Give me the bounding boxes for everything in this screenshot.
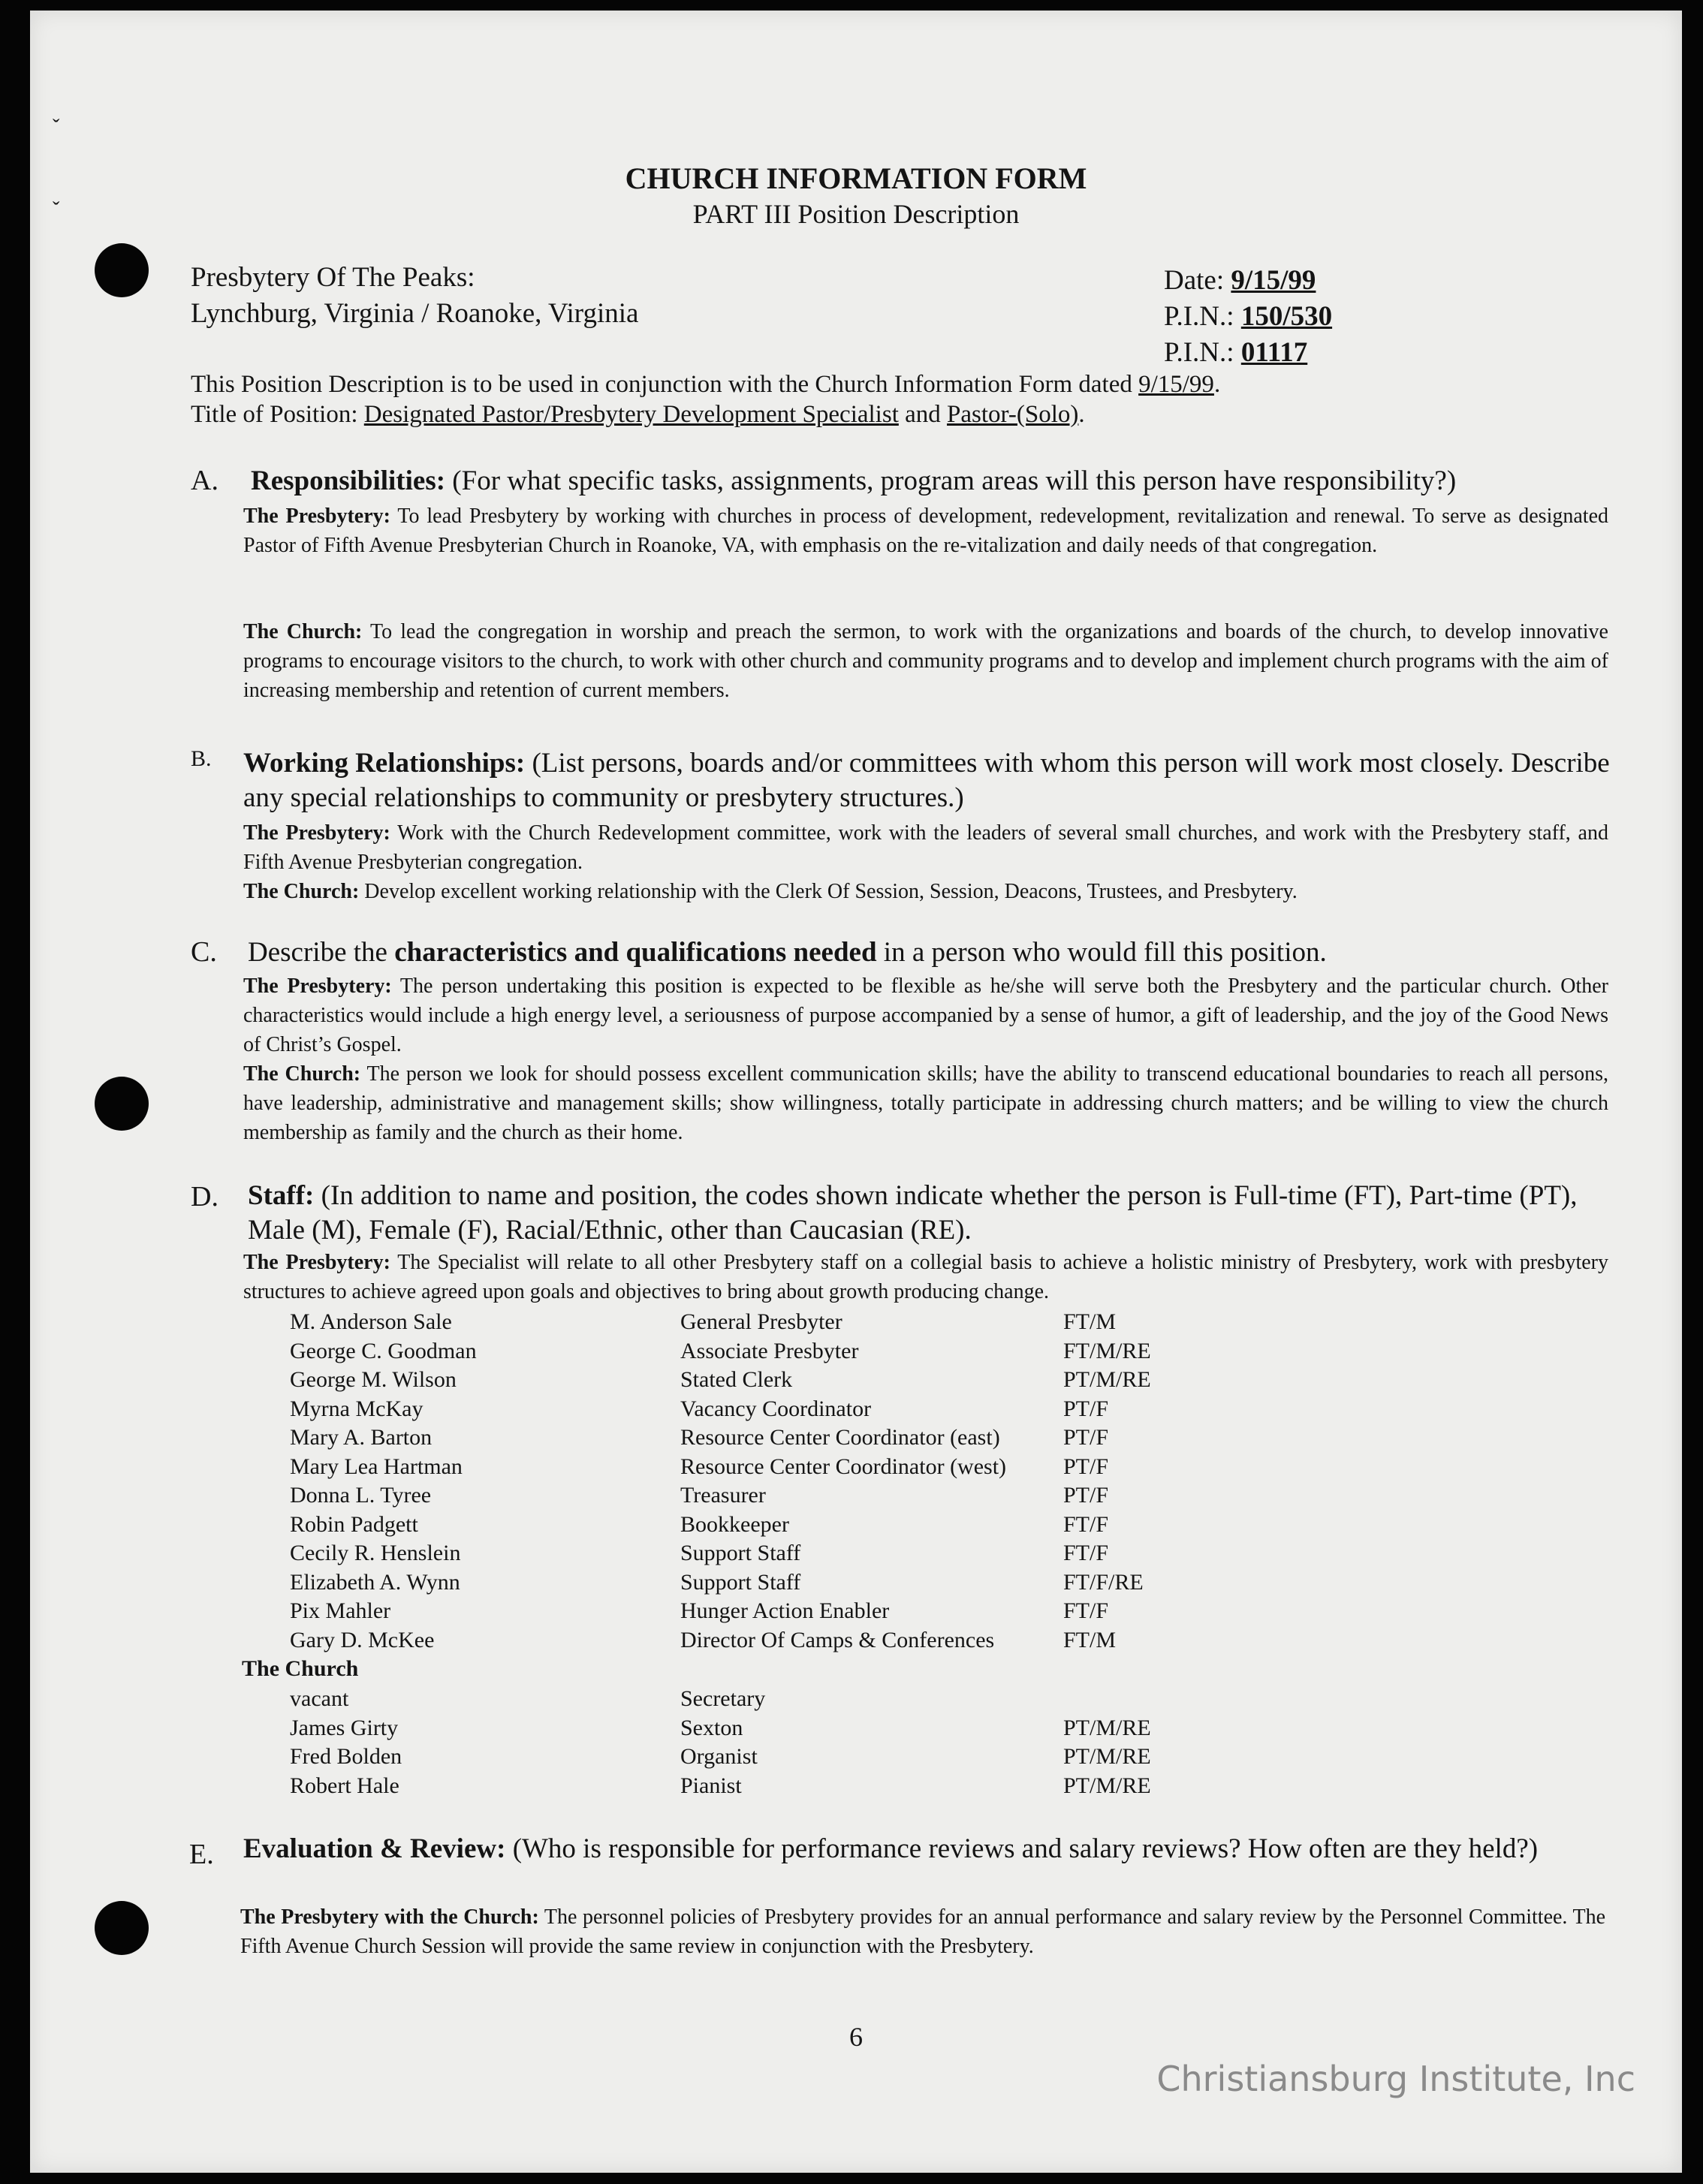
staff-position: General Presbyter bbox=[680, 1309, 842, 1334]
staff-position: Stated Clerk bbox=[680, 1367, 793, 1392]
staff-name: James Girty bbox=[290, 1715, 399, 1740]
position-title-label: Title of Position: bbox=[191, 401, 358, 428]
church-staff-label: The Church bbox=[242, 1656, 359, 1681]
section-prompt: Describe the bbox=[248, 937, 387, 968]
staff-code: PT/F bbox=[1063, 1425, 1109, 1450]
position-title-and: and bbox=[905, 401, 941, 428]
staff-code: FT/M/RE bbox=[1063, 1338, 1151, 1363]
staff-position: Resource Center Coordinator (west) bbox=[680, 1453, 1007, 1479]
church-label: The Church: bbox=[243, 1062, 361, 1086]
staff-position: Support Staff bbox=[680, 1569, 801, 1595]
staff-name: Cecily R. Henslein bbox=[290, 1541, 461, 1565]
date-field bbox=[1164, 263, 1316, 299]
form-title: CHURCH INFORMATION FORM bbox=[625, 161, 1087, 195]
staff-code: FT/F/RE bbox=[1063, 1569, 1144, 1595]
section-prompt: (For what specific tasks, assignments, program areas will this person have responsibility?) bbox=[452, 465, 1457, 496]
section-prompt: (List persons, boards and/or committees with whom this person will work most closely. Describe any special relationships to community or presbytery structures.) bbox=[243, 748, 1610, 813]
staff-position: Support Staff bbox=[680, 1541, 801, 1565]
staff-code: PT/F bbox=[1063, 1396, 1109, 1421]
punch-hole bbox=[95, 243, 149, 297]
document-page bbox=[30, 11, 1682, 2173]
position-title-value: Pastor-(Solo) bbox=[947, 401, 1079, 428]
date-label: Date: bbox=[1164, 265, 1225, 296]
church-text: To lead the congregation in worship and preach the sermon, to work with the organizations and boards of the church, to develop innovative programs to encourage visitors to the church, to work with other church and community programs and to develop and implement church programs with the aim of increasing membership and retention of current members. bbox=[243, 620, 1608, 702]
presbytery-name: Presbytery Of The Peaks: bbox=[191, 262, 475, 293]
punch-hole bbox=[95, 1901, 149, 1955]
section-e-body bbox=[240, 1902, 1605, 1961]
section-letter: B. bbox=[191, 746, 212, 771]
evaluation-text: The personnel policies of Presbytery provides for an annual performance and salary review by the Personnel Committee. The Fifth Avenue Church Session will provide the same review in conjunction with the Presbytery. bbox=[240, 1905, 1606, 1958]
margin-mark: ˇ bbox=[53, 198, 60, 221]
section-prompt: in a person who would fill this position. bbox=[883, 937, 1327, 968]
page-number: 6 bbox=[849, 2022, 863, 2052]
pin-label: P.I.N.: bbox=[1164, 301, 1234, 332]
presbytery-location: Lynchburg, Virginia / Roanoke, Virginia bbox=[191, 298, 639, 329]
section-d-presbytery bbox=[243, 1248, 1608, 1306]
section-c-presbytery bbox=[243, 972, 1608, 1059]
usage-text: This Position Description is to be used in conjunction with the Church Information Form dated bbox=[191, 371, 1132, 398]
section-b-heading bbox=[243, 746, 1625, 815]
position-title-value: Designated Pastor/Presbytery Development Specialist bbox=[363, 401, 899, 428]
section-prompt: (In addition to name and position, the codes shown indicate whether the person is Full-time (FT), Part-time (PT), Male (M), Female (F), Racial/Ethnic, other than Caucasian (RE). bbox=[248, 1180, 1578, 1246]
section-b-church bbox=[243, 877, 1608, 906]
watermark: Christiansburg Institute, Inc bbox=[1156, 2059, 1635, 2099]
staff-position: Hunger Action Enabler bbox=[680, 1598, 890, 1623]
staff-position: Vacancy Coordinator bbox=[680, 1396, 872, 1421]
church-text: Develop excellent working relationship with the Clerk Of Session, Session, Deacons, Trustees, and Presbytery. bbox=[364, 880, 1298, 903]
staff-name: Elizabeth A. Wynn bbox=[290, 1569, 460, 1595]
staff-position: Organist bbox=[680, 1744, 758, 1769]
staff-name: Gary D. McKee bbox=[290, 1627, 435, 1652]
staff-code: PT/F bbox=[1063, 1453, 1109, 1479]
staff-code: PT/F bbox=[1063, 1483, 1109, 1508]
section-c-church bbox=[243, 1059, 1608, 1147]
pin-value: 01117 bbox=[1240, 337, 1308, 368]
presbytery-text: To lead Presbytery by working with churches in process of development, redevelopment, revitalization and renewal. To serve as designated Pastor of Fifth Avenue Presbyterian Church in Roanoke, VA, with emphasis on the re-vitalization and daily needs of that congregation. bbox=[243, 505, 1608, 557]
presbytery-text: The person undertaking this position is expected to be flexible as he/she will serve both the Presbytery and the particular church. Other characteristics would include a high energy level, a seriousness of purpose accompanied by a sense of humor, a gift of leadership, and the joy of the Good News of Christ’s Gospel. bbox=[243, 975, 1608, 1056]
staff-name: Mary A. Barton bbox=[290, 1425, 433, 1450]
section-d-heading bbox=[248, 1179, 1629, 1248]
staff-name: vacant bbox=[290, 1686, 349, 1711]
church-label: The Church: bbox=[243, 880, 360, 903]
staff-position: Associate Presbyter bbox=[680, 1338, 859, 1363]
staff-name: Fred Bolden bbox=[290, 1744, 402, 1769]
usage-date: 9/15/99 bbox=[1138, 371, 1214, 398]
pin-field bbox=[1164, 299, 1332, 335]
staff-name: M. Anderson Sale bbox=[290, 1309, 452, 1334]
church-label: The Church: bbox=[243, 620, 363, 643]
section-letter: A. bbox=[191, 465, 219, 496]
staff-position: Treasurer bbox=[680, 1483, 766, 1508]
staff-name: George C. Goodman bbox=[290, 1338, 477, 1363]
presbytery-label: The Presbytery: bbox=[243, 975, 392, 998]
presbytery-label: The Presbytery: bbox=[243, 1251, 390, 1274]
staff-position: Secretary bbox=[680, 1686, 766, 1711]
staff-position: Resource Center Coordinator (east) bbox=[680, 1425, 1000, 1450]
section-a-church bbox=[243, 617, 1608, 705]
pin-label: P.I.N.: bbox=[1164, 337, 1234, 368]
staff-position: Director Of Camps & Conferences bbox=[680, 1627, 995, 1652]
section-heading: Working Relationships: bbox=[243, 748, 526, 779]
section-heading: Evaluation & Review: bbox=[243, 1833, 506, 1864]
church-staff-table bbox=[290, 1685, 1341, 1805]
staff-position: Bookkeeper bbox=[680, 1511, 789, 1537]
staff-code: PT/M/RE bbox=[1063, 1715, 1151, 1740]
section-b-presbytery bbox=[243, 818, 1608, 877]
usage-end: . bbox=[1213, 371, 1221, 398]
staff-code: FT/F bbox=[1063, 1511, 1109, 1537]
evaluation-label: The Presbytery with the Church: bbox=[240, 1905, 539, 1929]
staff-name: Myrna McKay bbox=[290, 1396, 423, 1421]
staff-name: George M. Wilson bbox=[290, 1367, 457, 1392]
section-letter: C. bbox=[191, 936, 217, 968]
staff-name: Mary Lea Hartman bbox=[290, 1453, 463, 1479]
section-a-heading bbox=[251, 464, 1632, 499]
position-title-end: . bbox=[1078, 401, 1085, 428]
staff-position: Pianist bbox=[680, 1773, 742, 1798]
section-letter: E. bbox=[189, 1839, 214, 1870]
staff-name: Donna L. Tyree bbox=[290, 1483, 432, 1508]
section-a-presbytery bbox=[243, 502, 1608, 560]
presbytery-label: The Presbytery: bbox=[243, 505, 390, 528]
staff-code: PT/M/RE bbox=[1063, 1367, 1151, 1392]
staff-code: FT/F bbox=[1063, 1598, 1109, 1623]
section-heading: Staff: bbox=[248, 1180, 315, 1211]
section-heading: Responsibilities: bbox=[251, 465, 446, 496]
staff-code: PT/M/RE bbox=[1063, 1773, 1151, 1798]
staff-code: FT/F bbox=[1063, 1541, 1109, 1565]
pin-value: 150/530 bbox=[1240, 301, 1333, 332]
margin-mark: ˇ bbox=[53, 116, 60, 139]
section-prompt: (Who is responsible for performance reviews and salary reviews? How often are they held?) bbox=[512, 1833, 1539, 1864]
position-title-line bbox=[191, 399, 1085, 429]
presbytery-text: The Specialist will relate to all other Presbytery staff on a collegial basis to achieve a holistic ministry of Presbytery, work with presbytery structures to achieve agreed upon goals and objectives to bring about growth producing change. bbox=[243, 1251, 1608, 1303]
pin-field bbox=[1164, 335, 1307, 371]
staff-name: Robin Padgett bbox=[290, 1511, 418, 1537]
form-subtitle: PART III Position Description bbox=[692, 199, 1020, 229]
staff-code: FT/M bbox=[1063, 1309, 1117, 1334]
church-text: The person we look for should possess excellent communication skills; have the ability to transcend educational boundaries to reach all persons, have leadership, administrative and management skills; show willingness, totally participate in addressing church matters; and be willing to view the church membership as family and the church as their home. bbox=[243, 1062, 1608, 1144]
staff-code: PT/M/RE bbox=[1063, 1744, 1151, 1769]
staff-code: FT/M bbox=[1063, 1627, 1117, 1652]
presbytery-text: Work with the Church Redevelopment committee, work with the leaders of several small churches, and work with the Presbytery staff, and Fifth Avenue Presbyterian congregation. bbox=[243, 821, 1608, 874]
section-letter: D. bbox=[191, 1181, 219, 1212]
staff-name: Pix Mahler bbox=[290, 1598, 391, 1623]
usage-line bbox=[191, 369, 1220, 399]
section-heading: characteristics and qualifications needed bbox=[394, 937, 877, 968]
staff-position: Sexton bbox=[680, 1715, 743, 1740]
section-c-heading bbox=[248, 935, 1629, 970]
section-e-heading bbox=[243, 1832, 1625, 1866]
presbytery-label: The Presbytery: bbox=[243, 821, 390, 845]
date-value: 9/15/99 bbox=[1231, 265, 1316, 296]
staff-name: Robert Hale bbox=[290, 1773, 399, 1798]
punch-hole bbox=[95, 1077, 149, 1131]
